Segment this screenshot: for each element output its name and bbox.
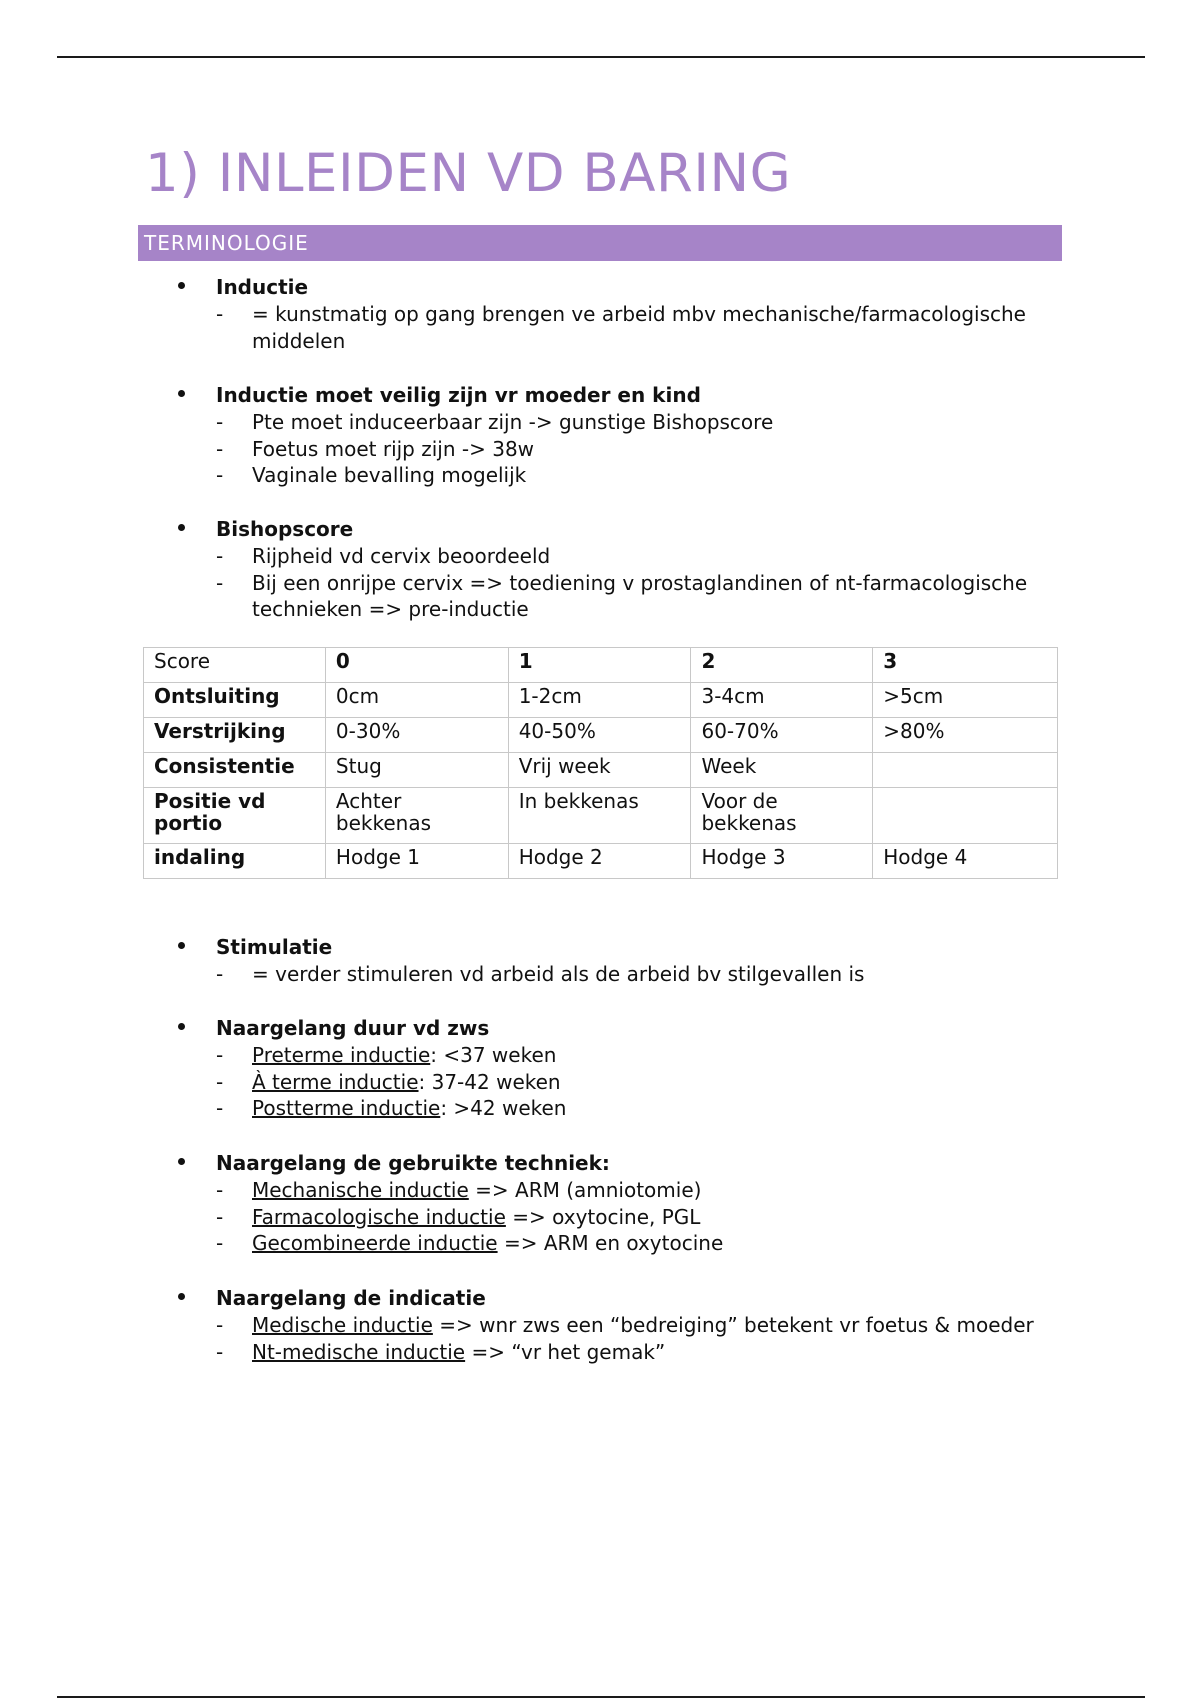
sub-item-text: : >42 weken xyxy=(440,1096,567,1120)
sub-item-term: Gecombineerde inductie xyxy=(252,1231,498,1255)
sub-item-term: À terme inductie xyxy=(252,1069,419,1094)
sub-item xyxy=(178,1204,1078,1231)
dash-marker: - xyxy=(216,463,224,487)
sub-item xyxy=(178,462,1078,489)
table-cell: Score xyxy=(144,648,326,683)
bullet-item xyxy=(178,934,1078,961)
sub-item xyxy=(178,301,1078,354)
sub-item-text: => ARM en oxytocine xyxy=(497,1231,724,1255)
table-cell: Achter bekkenas xyxy=(325,788,508,844)
dash-marker: - xyxy=(216,1204,224,1229)
table-cell: 0 xyxy=(325,648,508,683)
sub-item-text: Bij een onrijpe cervix => toediening v prostaglandinen of nt-farmacologische technieken => pre-inductie xyxy=(252,570,1028,621)
table-cell: Vrij week xyxy=(508,753,691,788)
sub-item xyxy=(178,543,1078,570)
sub-item xyxy=(178,436,1078,463)
dash-marker: - xyxy=(216,302,224,326)
table-cell: Stug xyxy=(325,753,508,788)
bullet-item xyxy=(178,516,1078,543)
sub-item-text: => ARM (amniotomie) xyxy=(468,1178,702,1202)
dash-marker: - xyxy=(216,962,224,986)
table-row xyxy=(144,683,1058,718)
sub-item xyxy=(178,1312,1078,1339)
dash-marker: - xyxy=(216,1339,224,1364)
table-cell: 1 xyxy=(508,648,691,683)
dash-marker: - xyxy=(216,544,224,568)
bullet-title: Naargelang de indicatie xyxy=(216,1286,486,1310)
bullet-dot xyxy=(178,942,185,949)
bullet-item xyxy=(178,274,1078,301)
table-row-label: Ontsluiting xyxy=(144,683,326,718)
table-cell: Hodge 4 xyxy=(873,844,1058,879)
bullet-group-stimulatie xyxy=(178,934,1078,988)
dash-marker: - xyxy=(216,570,224,595)
bullet-item xyxy=(178,1150,1078,1177)
bullet-group-veilig xyxy=(178,382,1078,489)
bullet-dot xyxy=(178,1158,185,1165)
bullet-title: Stimulatie xyxy=(216,935,333,959)
table-row xyxy=(144,844,1058,879)
sub-item-text: => wnr zws een “bedreiging” betekent vr foetus & moeder xyxy=(432,1313,1034,1337)
sub-item-term: Medische inductie xyxy=(252,1313,433,1337)
table-cell: 1-2cm xyxy=(508,683,691,718)
bullet-group-techniek xyxy=(178,1150,1078,1257)
sub-item-text: Foetus moet rijp zijn -> 38w xyxy=(252,436,535,461)
table-row-label: indaling xyxy=(144,844,326,879)
sub-item-text: Vaginale bevalling mogelijk xyxy=(252,463,527,487)
table-cell: 0cm xyxy=(325,683,508,718)
sub-item-text: Pte moet induceerbaar zijn -> gunstige Bishopscore xyxy=(252,410,774,434)
table-cell: 60-70% xyxy=(691,718,873,753)
sub-item xyxy=(178,1095,1078,1122)
table-cell: Voor de bekkenas xyxy=(691,788,873,844)
page-top-rule xyxy=(57,56,1145,58)
dash-marker: - xyxy=(216,410,224,434)
sub-item-text: = kunstmatig op gang brengen ve arbeid mbv mechanische/farmacologische middelen xyxy=(252,302,1026,353)
table-row xyxy=(144,718,1058,753)
dash-marker: - xyxy=(216,1231,224,1255)
bullet-dot xyxy=(178,524,185,531)
dash-marker: - xyxy=(216,436,224,461)
bullet-dot xyxy=(178,390,185,397)
dash-marker: - xyxy=(216,1096,224,1120)
sub-item xyxy=(178,961,1078,988)
sub-item-text: : <37 weken xyxy=(430,1043,557,1067)
table-cell: 3 xyxy=(873,648,1058,683)
table-cell: 3-4cm xyxy=(691,683,873,718)
bullet-group-duur xyxy=(178,1015,1078,1122)
table-row xyxy=(144,753,1058,788)
sub-item-text: => “vr het gemak” xyxy=(465,1339,666,1364)
sub-item xyxy=(178,1042,1078,1069)
table-row-label: Verstrijking xyxy=(144,718,326,753)
sub-item xyxy=(178,1177,1078,1204)
dash-marker: - xyxy=(216,1069,224,1094)
bullet-item xyxy=(178,382,1078,409)
dash-marker: - xyxy=(216,1313,224,1337)
table-cell: Hodge 2 xyxy=(508,844,691,879)
bullet-group-inductie xyxy=(178,274,1078,354)
sub-item-term: Mechanische inductie xyxy=(252,1178,469,1202)
table-cell: Week xyxy=(691,753,873,788)
bullet-dot xyxy=(178,282,185,289)
section-header-label: TERMINOLOGIE xyxy=(144,231,309,255)
table-cell: Hodge 3 xyxy=(691,844,873,879)
table-header-row xyxy=(144,648,1058,683)
sub-item xyxy=(178,1069,1078,1096)
bullet-title: Naargelang de gebruikte techniek: xyxy=(216,1151,610,1175)
table-cell: 0-30% xyxy=(325,718,508,753)
bullet-title: Inductie moet veilig zijn vr moeder en kind xyxy=(216,383,701,407)
table-cell: Hodge 1 xyxy=(325,844,508,879)
table-cell: 2 xyxy=(691,648,873,683)
sub-item xyxy=(178,570,1078,623)
page-title: 1) INLEIDEN VD BARING xyxy=(145,143,792,204)
sub-item-term: Preterme inductie xyxy=(252,1043,431,1067)
table-cell: 40-50% xyxy=(508,718,691,753)
bullet-item xyxy=(178,1285,1078,1312)
sub-item-text: => oxytocine, PGL xyxy=(505,1204,701,1229)
sub-item-term: Postterme inductie xyxy=(252,1096,441,1120)
table-cell: In bekkenas xyxy=(508,788,691,844)
table-row xyxy=(144,788,1058,844)
table-cell xyxy=(873,788,1058,844)
bullet-item xyxy=(178,1015,1078,1042)
table-row-label: Consistentie xyxy=(144,753,326,788)
table-cell xyxy=(873,753,1058,788)
table-cell: >5cm xyxy=(873,683,1058,718)
sub-item xyxy=(178,1339,1078,1366)
sub-item xyxy=(178,409,1078,436)
bullet-title: Inductie xyxy=(216,275,309,299)
bishop-score-table xyxy=(143,647,1058,879)
sub-item-text: : 37-42 weken xyxy=(418,1069,561,1094)
bullet-dot xyxy=(178,1023,185,1030)
bullet-title: Naargelang duur vd zws xyxy=(216,1016,490,1040)
page-bottom-rule xyxy=(57,1696,1145,1698)
table-row-label: Positie vd portio xyxy=(144,788,326,844)
dash-marker: - xyxy=(216,1178,224,1202)
bullet-dot xyxy=(178,1293,185,1300)
sub-item-text: = verder stimuleren vd arbeid als de arbeid bv stilgevallen is xyxy=(252,962,865,986)
sub-item-term: Nt-medische inductie xyxy=(252,1339,466,1364)
bullet-group-indicatie xyxy=(178,1285,1078,1365)
table-cell: >80% xyxy=(873,718,1058,753)
sub-item xyxy=(178,1230,1078,1257)
bullet-group-bishopscore xyxy=(178,516,1078,623)
sub-item-term: Farmacologische inductie xyxy=(252,1204,506,1229)
bullet-title: Bishopscore xyxy=(216,517,354,541)
sub-item-text: Rijpheid vd cervix beoordeeld xyxy=(252,544,551,568)
dash-marker: - xyxy=(216,1043,224,1067)
section-header-bar xyxy=(138,225,1062,261)
